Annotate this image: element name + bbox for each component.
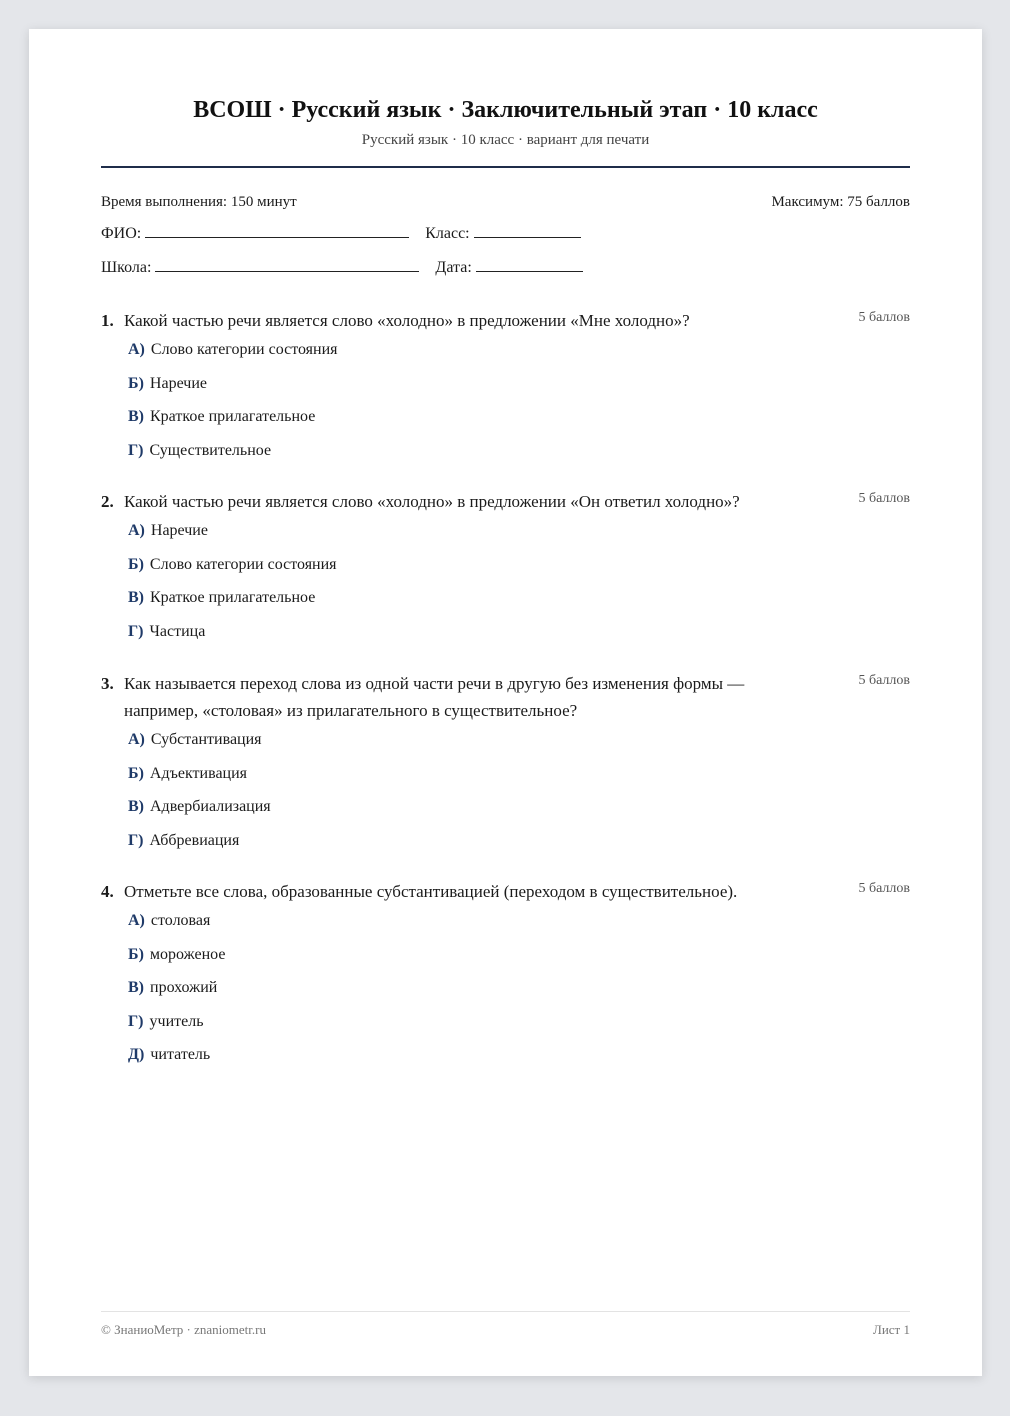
option-v[interactable] — [101, 407, 910, 427]
option-g[interactable] — [101, 441, 910, 461]
question-1 — [101, 307, 910, 474]
exam-sheet — [29, 29, 982, 1376]
option-letter: А) — [128, 731, 145, 748]
footer-copyright: © ЗнаниоМетр · znaniometr.ru — [101, 1322, 266, 1337]
option-text: Наречие — [149, 374, 207, 392]
option-v[interactable] — [101, 588, 910, 608]
class-field[interactable] — [474, 223, 581, 238]
option-text: Адъективация — [149, 764, 248, 782]
option-v[interactable] — [101, 978, 910, 998]
question-points: 5 баллов — [858, 310, 910, 325]
max-score: Максимум: 75 баллов — [771, 194, 910, 210]
options-list — [101, 730, 910, 851]
page-footer — [101, 1321, 910, 1339]
question-2 — [101, 488, 910, 655]
time-limit: Время выполнения: 150 минут — [101, 194, 297, 210]
fio-field[interactable] — [145, 223, 409, 238]
option-text: Существительное — [149, 441, 272, 459]
option-a[interactable] — [101, 911, 910, 931]
option-text: Адвербиализация — [150, 798, 271, 815]
options-list — [101, 340, 910, 461]
header-divider — [101, 166, 910, 168]
question-points: 5 баллов — [858, 881, 910, 896]
option-letter: Б) — [128, 945, 144, 963]
option-d[interactable] — [101, 1045, 910, 1065]
option-text: прохожий — [150, 979, 218, 996]
options-list — [101, 521, 910, 642]
option-b[interactable] — [101, 764, 910, 784]
option-g[interactable] — [101, 831, 910, 851]
option-a[interactable] — [101, 521, 910, 541]
option-text: Слово категории состояния — [149, 555, 337, 573]
school-label: Школа: — [101, 259, 152, 276]
question-points: 5 баллов — [858, 491, 910, 506]
question-number: 3. — [101, 674, 114, 693]
fio-label: ФИО: — [101, 225, 142, 242]
option-letter: В) — [128, 979, 144, 996]
footer-divider — [101, 1311, 910, 1312]
option-letter: А) — [128, 341, 145, 358]
option-letter: Г) — [128, 441, 144, 459]
option-letter: В) — [128, 798, 144, 815]
exam-meta — [101, 192, 910, 212]
option-b[interactable] — [101, 374, 910, 394]
option-letter: Г) — [128, 831, 144, 849]
question-3 — [101, 670, 910, 864]
question-number: 2. — [101, 492, 114, 511]
option-text: читатель — [150, 1046, 211, 1063]
option-b[interactable] — [101, 555, 910, 575]
option-letter: Г) — [128, 622, 144, 640]
question-text: Как называется переход слова из одной части речи в другую без изменения формы — например, «столовая» из прилагательного в существительное? — [124, 674, 745, 720]
option-text: Краткое прилагательное — [150, 589, 316, 606]
date-field[interactable] — [476, 257, 583, 272]
option-text: Краткое прилагательное — [150, 408, 316, 425]
option-a[interactable] — [101, 730, 910, 750]
question-text: Какой частью речи является слово «холодно» в предложении «Он ответил холодно»? — [124, 492, 740, 511]
option-text: столовая — [150, 912, 211, 929]
options-list — [101, 911, 910, 1065]
date-label: Дата: — [435, 259, 472, 276]
class-label: Класс: — [425, 225, 470, 242]
option-text: Слово категории состояния — [150, 341, 338, 358]
student-fields-row-2 — [101, 257, 583, 279]
option-letter: Б) — [128, 555, 144, 573]
option-a[interactable] — [101, 340, 910, 360]
option-text: Аббревиация — [149, 831, 240, 849]
option-g[interactable] — [101, 1012, 910, 1032]
page-number: Лист 1 — [873, 1322, 910, 1337]
option-text: мороженое — [149, 945, 226, 963]
option-b[interactable] — [101, 945, 910, 965]
option-letter: Г) — [128, 1012, 144, 1030]
option-letter: Д) — [128, 1046, 145, 1063]
option-letter: Б) — [128, 764, 144, 782]
question-4 — [101, 878, 910, 1079]
school-field[interactable] — [155, 257, 419, 272]
option-text: Наречие — [150, 522, 208, 539]
sheet-content — [101, 29, 910, 1376]
option-g[interactable] — [101, 622, 910, 642]
question-text: Какой частью речи является слово «холодно» в предложении «Мне холодно»? — [124, 311, 690, 330]
option-text: Частица — [149, 622, 206, 640]
option-text: учитель — [149, 1012, 204, 1030]
question-number: 4. — [101, 882, 114, 901]
option-text: Субстантивация — [150, 731, 262, 748]
page-subtitle: Русский язык · 10 класс · вариант для печати — [361, 132, 650, 148]
option-letter: А) — [128, 912, 145, 929]
option-v[interactable] — [101, 797, 910, 817]
option-letter: Б) — [128, 374, 144, 392]
question-points: 5 баллов — [858, 673, 910, 688]
question-number: 1. — [101, 311, 114, 330]
option-letter: В) — [128, 408, 144, 425]
option-letter: А) — [128, 522, 145, 539]
student-fields-row-1 — [101, 223, 581, 245]
page-title: ВСОШ · Русский язык · Заключительный этап · 10 класс — [193, 97, 818, 123]
option-letter: В) — [128, 589, 144, 606]
question-text: Отметьте все слова, образованные субстантивацией (переходом в существительное). — [124, 882, 738, 901]
